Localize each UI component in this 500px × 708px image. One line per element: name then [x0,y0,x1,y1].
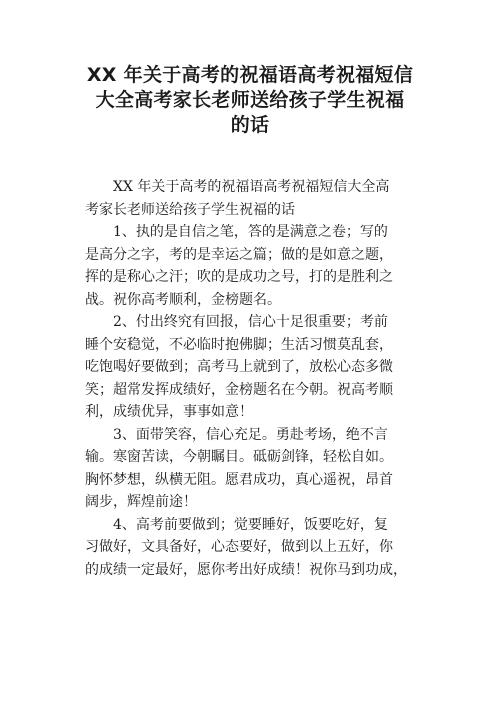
text-line: 是高分之字，考的是幸运之篇；做的是如意之题， [85,246,393,263]
text-line: 2、付出终究有回报，信心十足很重要；考前 [113,314,388,330]
paragraph-3 [85,424,430,514]
title-line: 的话 [230,114,270,136]
title-line: 大全高考家长老师送给孩子学生祝福 [95,89,405,111]
text-line: 考家长老师送给孩子学生祝福的话 [85,201,295,218]
document-body [85,176,430,581]
text-line: XX 年关于高考的祝福语高考祝福短信大全高 [113,179,390,195]
paragraph-1 [85,221,430,311]
text-line: 输。寒窗苦读，今朝瞩目。砥砺剑锋，轻松自如。 [85,449,393,465]
text-line: 吃饱喝好要做到；高考马上就到了，放松心态多微 [85,359,393,375]
paragraph-4 [85,514,430,582]
document-title [60,63,440,138]
text-line: 阔步，辉煌前途！ [85,494,197,510]
paragraph-intro [85,176,430,221]
text-line: 习做好，文具备好，心态要好，做到以上五好，你 [85,539,393,555]
text-line: 胸怀梦想，纵横无阻。愿君成功，真心遥祝，昂首 [85,471,393,488]
text-line: 笑；超常发挥成绩好，金榜题名在今朝。祝高考顺 [85,381,393,398]
text-line: 睡个安稳觉，不必临时抱佛脚；生活习惯莫乱套， [85,336,393,353]
text-line: 挥的是称心之汗；吹的是成功之号，打的是胜利之 [85,269,393,285]
text-line: 4、高考前要做到；觉要睡好，饭要吃好，复 [113,516,388,533]
text-line: 的成绩一定最好，愿你考出好成绩！祝你马到功成， [85,561,407,578]
paragraph-2 [85,311,430,424]
text-line: 战。祝你高考顺利，金榜题名。 [85,291,281,308]
title-line: XX 年关于高考的祝福语高考祝福短信 [86,64,414,86]
text-line: 利，成绩优异，事事如意！ [85,404,253,420]
text-line: 3、面带笑容，信心充足。勇赴考场，绝不言 [113,426,388,443]
text-line: 1、执的是自信之笔，答的是满意之卷；写的 [113,224,388,240]
